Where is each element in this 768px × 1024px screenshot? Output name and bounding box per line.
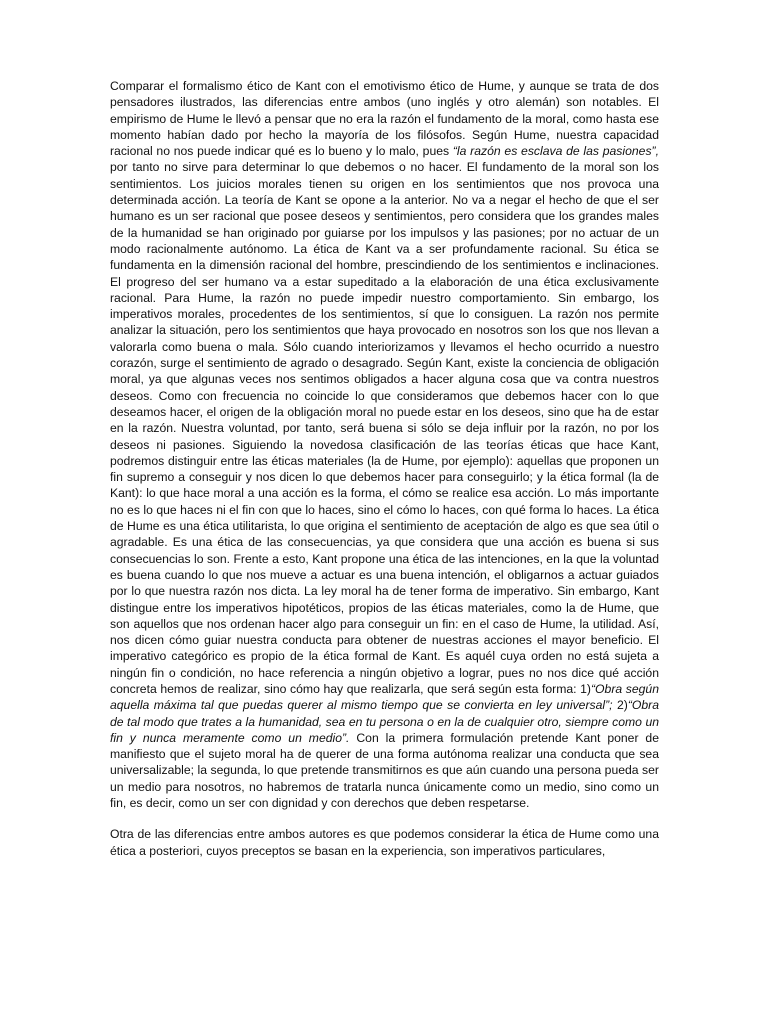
text-segment: 2) [617,698,628,713]
quote-second-formulation: “Obra de tal modo que trates a la humanidad, sea en tu persona o en la de cualquier otro, siempre como un fin y nunca meramente como un medio”. [110,698,659,745]
text-segment: Con la primera formulación pretende Kant poner de manifiesto que el sujeto moral ha de querer de una forma autónoma realizar una conducta que sea universalizable; la segunda, lo que pretende transmitirnos es que aún cuando una persona pueda ser un medio para nosotros, no habremos de tratarla nunca únicamente como un medio, sino como un fin, es decir, como un ser con dignidad y con derechos que deben respetarse. [110,730,659,811]
paragraph-kant-hume-comparison [110,78,659,811]
quote-first-formulation: “Obra según aquella máxima tal que puedas querer al mismo tiempo que se convierta en ley universal”; [110,681,659,713]
paragraph-a-posteriori: Otra de las diferencias entre ambos autores es que podemos considerar la ética de Hume como una ética a posteriori, cuyos preceptos se basan en la experiencia, son imperativos particulares, [110,827,659,858]
text-segment: por tanto no sirve para determinar lo que debemos o no hacer. El fundamento de la moral son los sentimientos. Los juicios morales tienen su origen en los sentimientos que nos provoca una determinada acción. La teoría de Kant se opone a la anterior. No va a negar el hecho de que el ser humano es un ser racional que posee deseos y sentimientos, pero considera que los grandes males de la humanidad se han originado por guiarse por los impulsos y las pasiones; por no actuar de un modo racionalmente autónomo. La ética de Kant va a ser profundamente racional. Su ética se fundamenta en la dimensión racional del hombre, prescindiendo de los sentimientos e inclinaciones. El progreso del ser humano va a estar supeditado a la elaboración de una ética exclusivamente racional. Para Hume, la razón no puede impedir nuestro comportamiento. Sin embargo, los imperativos morales, procedentes de los sentimientos, sí que lo consiguen. La razón nos permite analizar la situación, pero los sentimientos que haya provocado en nosotros son los que nos llevan a valorarla como buena o mala. Sólo cuando interiorizamos y llevamos el hecho ocurrido a nuestro corazón, surge el sentimiento de agrado o desagrado. Según Kant, existe la conciencia de obligación moral, ya que algunas veces nos sentimos obligados a hacer alguna cosa que va contra nuestros deseos. Como con frecuencia no coincide lo que consideramos que debemos hacer con lo que deseamos hacer, el origen de la obligación moral no puede estar en los deseos, sino que ha de estar en la razón. Nuestra voluntad, por tanto, será buena si sólo se deja influir por la razón, no por los deseos ni pasiones. Siguiendo la novedosa clasificación de las teorías éticas que hace Kant, podremos distinguir entre las éticas materiales (la de Hume, por ejemplo): aquellas que proponen un fin supremo a conseguir y nos dicen lo que debemos hacer para conseguirlo; y la ética formal (la de Kant): lo que hace moral a una acción es la forma, el cómo se realice esa acción. Lo más importante no es lo que haces ni el fin con que lo haces, sino el cómo lo haces, con qué forma lo haces. La ética de Hume es una ética utilitarista, lo que origina el sentimiento de aceptación de algo es que sea útil o agradable. Es una ética de las consecuencias, ya que considera que una acción es buena si sus consecuencias lo son. Frente a esto, Kant propone una ética de las intenciones, en la que la voluntad es buena cuando lo que nos mueve a actuar es una buena intención, el obligarnos a actuar guiados por lo que nuestra razón nos dicta. La ley moral ha de tener forma de imperativo. Sin embargo, Kant distingue entre los imperativos hipotéticos, propios de las éticas materiales, como la de Hume, que son aquellos que nos ordenan hacer algo para conseguir un fin: en el caso de Hume, la utilidad. Así, nos dicen cómo guiar nuestra conducta para obtener de nuestras acciones el mayor beneficio. El imperativo categórico es propio de la ética formal de Kant. Es aquél cuya orden no está sujeta a ningún fin o condición, no hace referencia a ningún objetivo a lograr, pues no nos dice qué acción concreta hemos de realizar, sino cómo hay que realizarla, que será según esta forma: 1) [110,160,659,696]
text-segment: Comparar el formalismo ético de Kant con el emotivismo ético de Hume, y aunque se trata de dos pensadores ilustrados, las diferencias entre ambos (uno inglés y otro alemán) son notables. El empirismo de Hume le llevó a pensar que no era la razón el fundamento de la moral, como hasta ese momento habían dado por hecho la mayoría de los filósofos. Según Hume, nuestra capacidad racional no nos puede indicar qué es lo bueno y lo malo, pues [110,79,659,159]
quote-hume: “la razón es esclava de las pasiones”, [452,144,659,159]
